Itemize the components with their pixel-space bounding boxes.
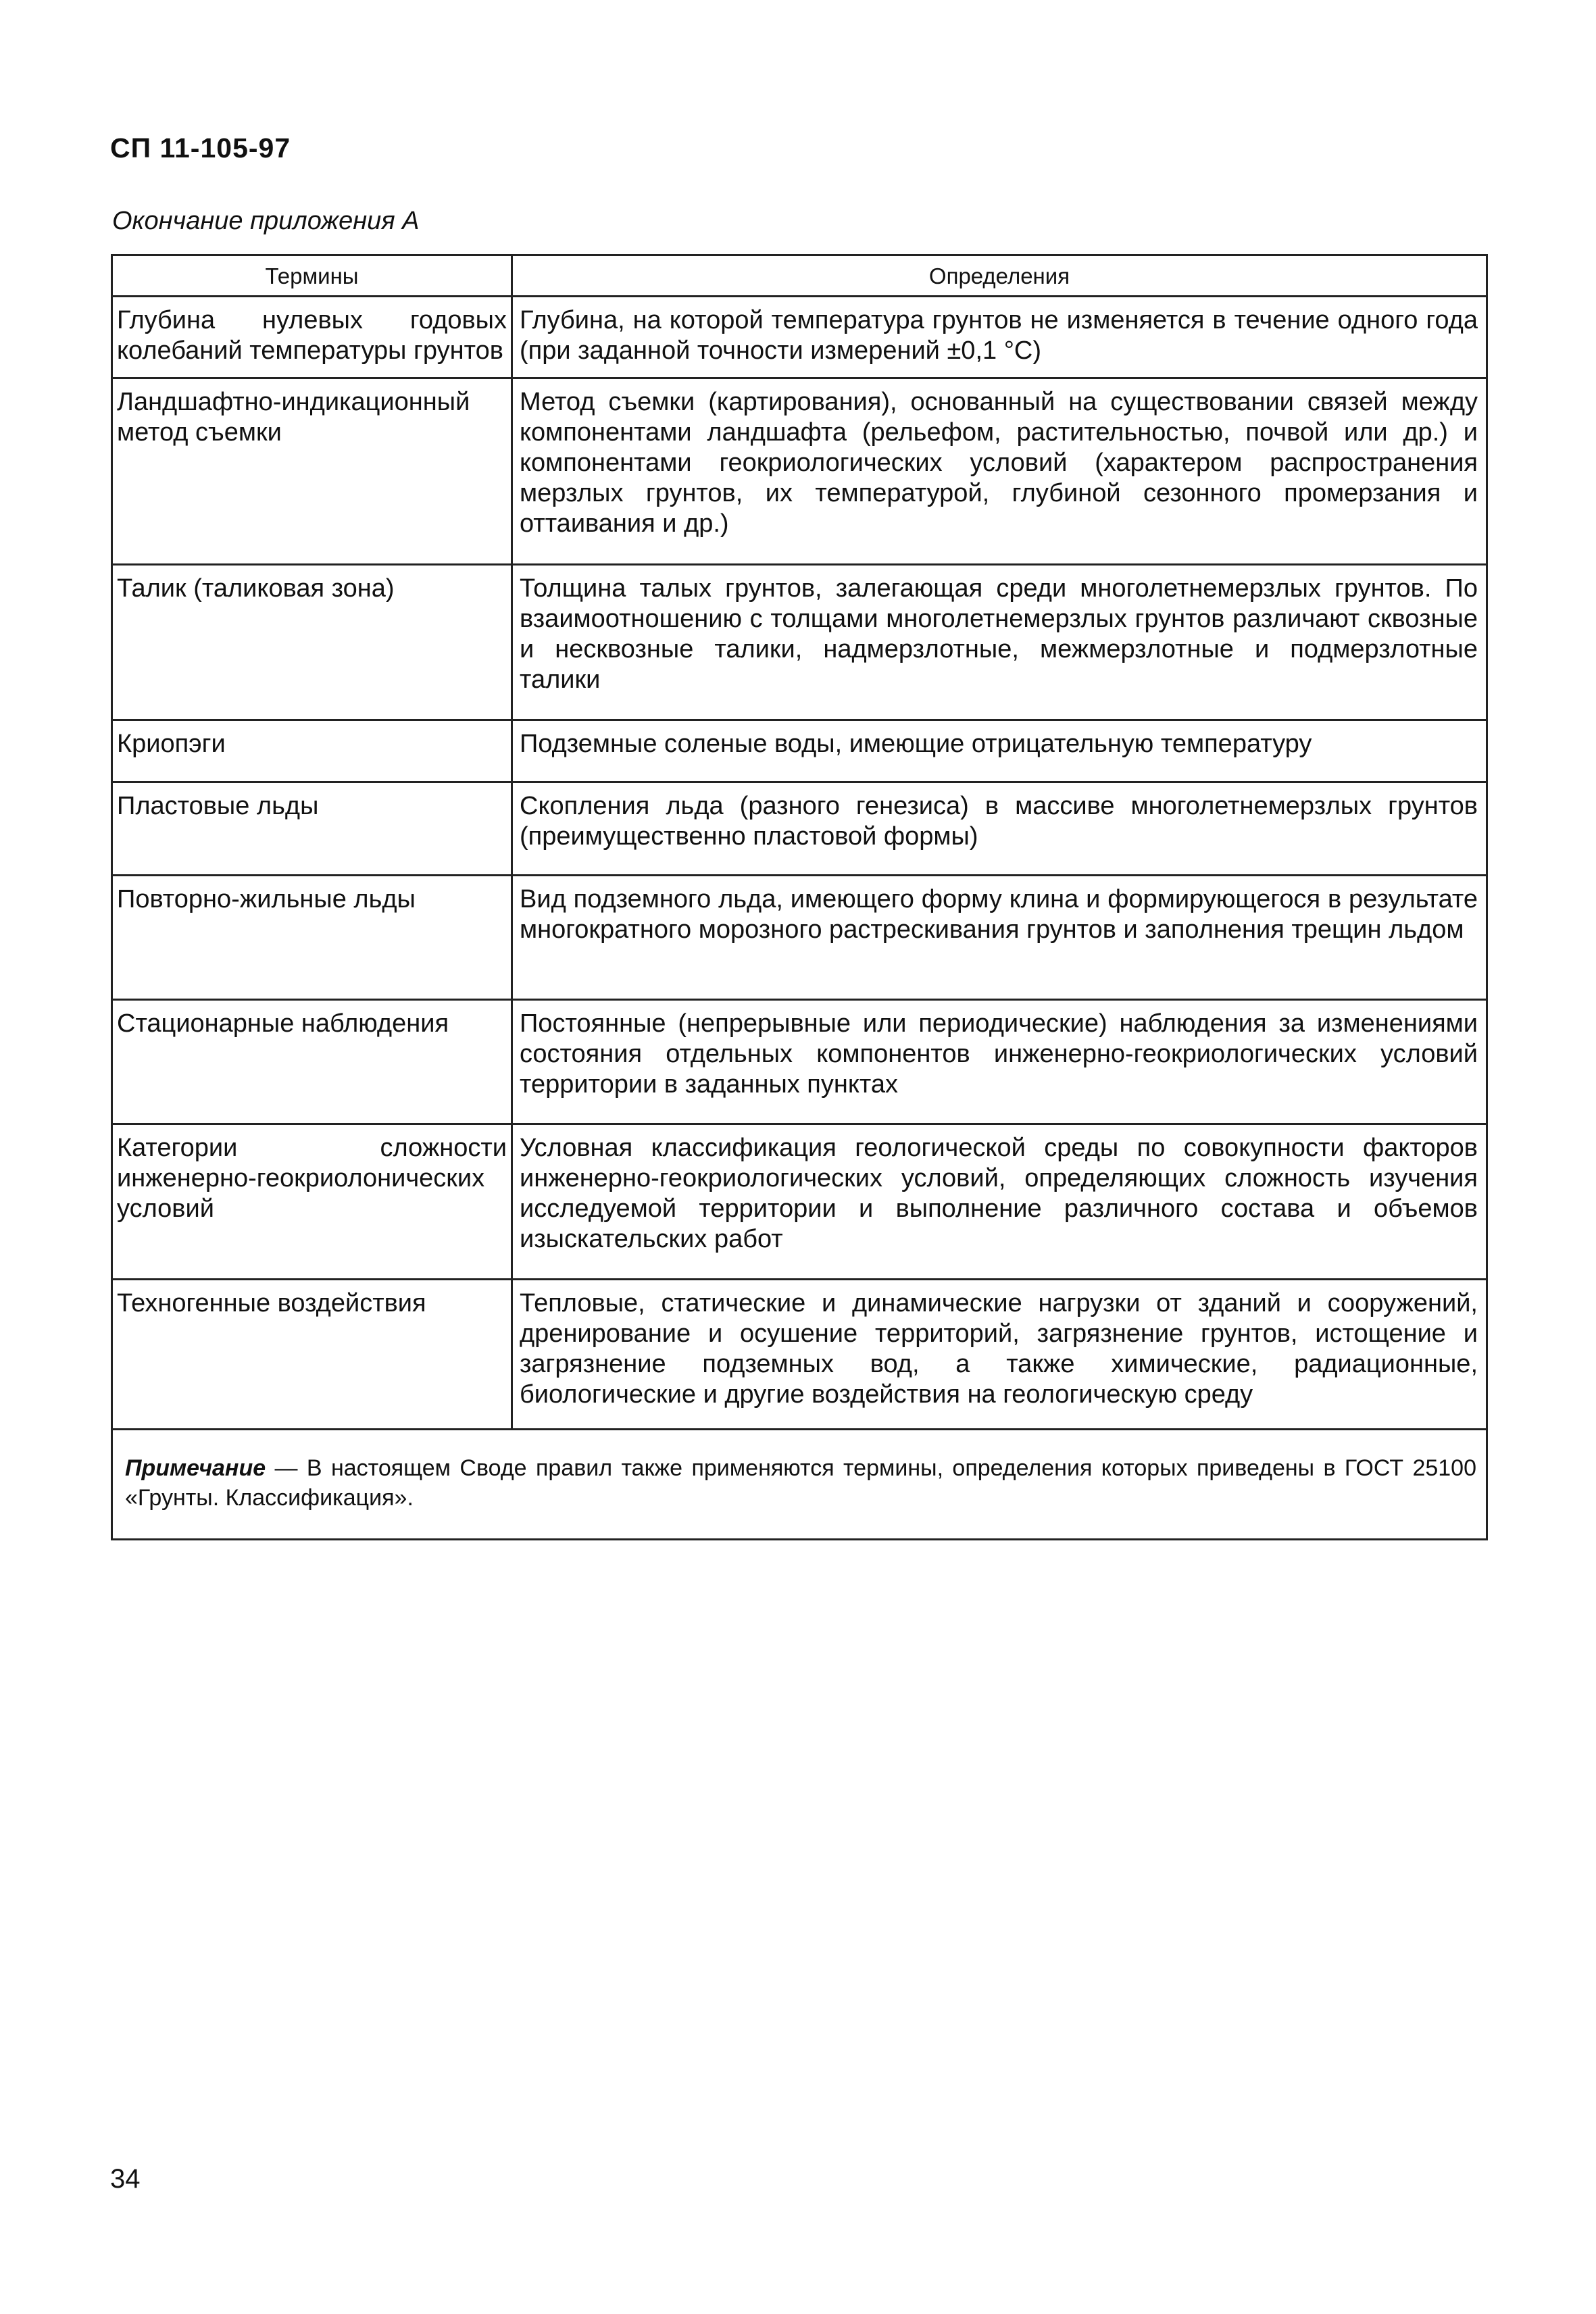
definition-cell: Скопления льда (разного генезиса) в массиве многолетнемерзлых грунтов (преимущественно пластовой формы) [512, 782, 1487, 876]
term-cell: Повторно-жильные льды [112, 876, 512, 1000]
header-row [112, 255, 1487, 297]
term-cell: Техногенные воздействия [112, 1280, 512, 1430]
definition-cell: Глубина, на которой температура грунтов не изменяется в течение одного года (при заданной точности измерений ±0,1 °С) [512, 297, 1487, 378]
column-header-definitions: Определения [512, 255, 1487, 297]
definition-cell: Тепловые, статические и динамические нагрузки от зданий и сооружений, дренирование и осушение территорий, загрязнение грунтов, истощение и загрязнение подземных вод, а также химические, радиационные, биологические и другие воздействия на геологическую среду [512, 1280, 1487, 1430]
definition-cell: Условная классификация геологической среды по совокупности факторов инженерно-геокриологических условий, определяющих сложность изучения исследуемой территории и выполнение различного состава и объемов изыскательских работ [512, 1124, 1487, 1280]
table-row [112, 782, 1487, 876]
term-cell: Талик (таликовая зона) [112, 565, 512, 720]
table-row [112, 720, 1487, 782]
table-row [112, 297, 1487, 378]
note-text: — В настоящем Своде правил также применяются термины, определения которых приведены в ГОСТ 25100 «Грунты. Классификация». [125, 1455, 1476, 1511]
document-code: СП 11-105-97 [110, 132, 291, 164]
table-row [112, 565, 1487, 720]
note-label: Примечание [125, 1455, 266, 1481]
term-cell: Стационарные наблюдения [112, 1000, 512, 1124]
column-header-terms: Термины [112, 255, 512, 297]
note-cell [112, 1430, 1487, 1540]
table-header [112, 255, 1487, 297]
term-cell: Категории сложности инженерно-геокриолонических условий [112, 1124, 512, 1280]
page-number: 34 [110, 2164, 141, 2194]
definition-cell: Подземные соленые воды, имеющие отрицательную температуру [512, 720, 1487, 782]
definition-cell: Вид подземного льда, имеющего форму клина и формирующегося в результате многократного морозного растрескивания грунтов и заполнения трещин льдом [512, 876, 1487, 1000]
table-row [112, 1124, 1487, 1280]
definition-cell: Толщина талых грунтов, залегающая среди многолетнемерзлых грунтов. По взаимоотношению с толщами многолетнемерзлых грунтов различают сквозные и несквозные талики, надмерзлотные, межмерзлотные и подмерзлотные талики [512, 565, 1487, 720]
term-cell: Глубина нулевых годовых колебаний температуры грунтов [112, 297, 512, 378]
table-row [112, 378, 1487, 565]
definition-cell: Метод съемки (картирования), основанный на существовании связей между компонентами ландшафта (рельефом, растительностью, почвой или др.) и компонентами геокриологических условий (характером распространения мерзлых грунтов, их температурой, глубиной сезонного промерзания и оттаивания и др.) [512, 378, 1487, 565]
term-cell: Пластовые льды [112, 782, 512, 876]
term-cell: Ландшафтно-индикационный метод съемки [112, 378, 512, 565]
appendix-caption: Окончание приложения А [112, 207, 420, 235]
term-cell: Криопэги [112, 720, 512, 782]
table-row [112, 1280, 1487, 1430]
note-row [112, 1430, 1487, 1540]
table-body [112, 297, 1487, 1540]
table-row [112, 876, 1487, 1000]
terms-table [111, 254, 1488, 1540]
table-row [112, 1000, 1487, 1124]
definition-cell: Постоянные (непрерывные или периодические) наблюдения за изменениями состояния отдельных компонентов инженерно-геокриологических условий территории в заданных пунктах [512, 1000, 1487, 1124]
